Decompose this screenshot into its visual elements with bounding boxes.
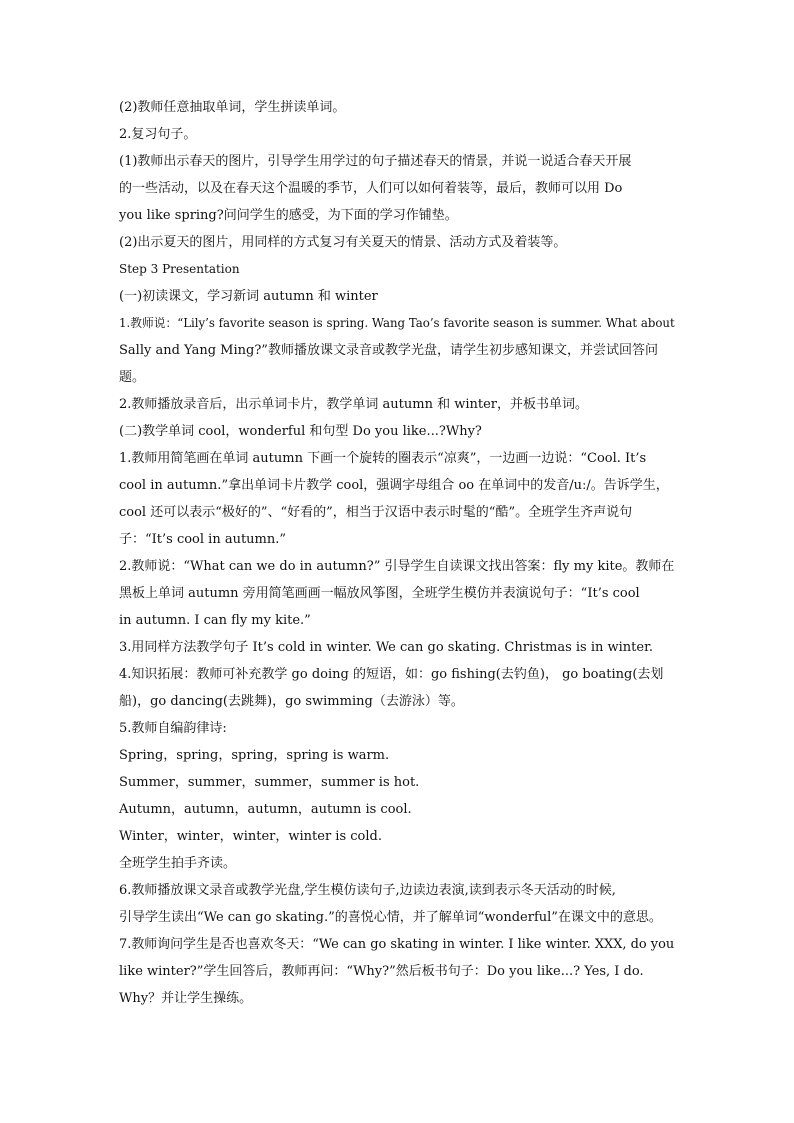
text-line: 2.教师说：“What can we do in autumn?” 引导学生自读课文找出答案：fly my kite。教师在 [119, 559, 675, 574]
document-body [119, 94, 675, 1012]
text-line: 4.知识拓展：教师可补充教学 go doing 的短语，如：go fishing(去钓鱼)， go boating(去划 [119, 667, 664, 682]
text-line: (1)教师出示春天的图片，引导学生用学过的句子描述春天的情景，并说一说适合春天开展 [119, 154, 632, 169]
text-line: 2.教师播放录音后，出示单词卡片，教学单词 autumn 和 winter，并板书单词。 [119, 397, 589, 412]
subsection-heading: (一)初读课文，学习新词 autumn 和 winter [119, 289, 378, 304]
text-line: 船)，go dancing(去跳舞)，go swimming（去游泳）等。 [119, 694, 464, 709]
text-line: 引导学生读出“We can go skating.”的喜悦心情，并了解单词“wonderful”在课文中的意思。 [119, 910, 662, 925]
text-line: 1.教师说：“Lily’s favorite season is spring. Wang Tao’s favorite season is summer. What about [119, 316, 675, 330]
text-line: 1.教师用简笔画在单词 autumn 下画一个旋转的圈表示“凉爽”，一边画一边说：“Cool. It’s [119, 451, 647, 466]
text-line: 2.复习句子。 [119, 127, 197, 142]
text-line: like winter?”学生回答后，教师再问：“Why?”然后板书句子：Do you like...? Yes, I do. [119, 964, 644, 979]
text-line: cool 还可以表示“极好的”、“好看的”，相当于汉语中表示时髦的“酷”。全班学生齐声说句 [119, 505, 633, 520]
poem-line: Summer，summer，summer，summer is hot. [119, 775, 420, 790]
text-line: 7.教师询问学生是否也喜欢冬天：“We can go skating in winter. I like winter. XXX, do you [119, 937, 675, 952]
text-line: 黑板上单词 autumn 旁用简笔画画一幅放风筝图，全班学生模仿并表演说句子：“It’s cool [119, 586, 640, 601]
text-line: you like spring?问问学生的感受，为下面的学习作铺垫。 [119, 208, 458, 223]
text-line: (2)出示夏天的图片，用同样的方式复习有关夏天的情景、活动方式及着装等。 [119, 235, 567, 250]
text-line: 的一些活动，以及在春天这个温暖的季节，人们可以如何着装等，最后，教师可以用 Do [119, 181, 623, 196]
text-line: 子：“It’s cool in autumn.” [119, 532, 287, 547]
text-line: in autumn. I can fly my kite.” [119, 613, 311, 628]
text-line: Sally and Yang Ming?”教师播放课文录音或教学光盘，请学生初步感知课文，并尝试回答问 [119, 343, 658, 358]
text-line: (2)教师任意抽取单词，学生拼读单词。 [119, 100, 346, 115]
text-line: Why？并让学生操练。 [119, 991, 253, 1006]
text-line: 3.用同样方法教学句子 It’s cold in winter. We can go skating. Christmas is in winter. [119, 640, 654, 655]
subsection-heading: (二)教学单词 cool，wonderful 和句型 Do you like...?Why? [119, 424, 482, 439]
text-line: 全班学生拍手齐读。 [119, 856, 237, 871]
text-line: 题。 [119, 370, 146, 385]
text-line: 5.教师自编韵律诗: [119, 721, 227, 736]
text-line: 6.教师播放课文录音或教学光盘,学生模仿读句子,边读边表演,读到表示冬天活动的时候, [119, 883, 616, 898]
poem-line: Spring，spring，spring，spring is warm. [119, 748, 390, 763]
section-heading: Step 3 Presentation [119, 262, 240, 276]
poem-line: Winter，winter，winter，winter is cold. [119, 829, 382, 844]
poem-line: Autumn，autumn，autumn，autumn is cool. [119, 802, 412, 817]
text-line: cool in autumn.”拿出单词卡片教学 cool，强调字母组合 oo 在单词中的发音/uː/。告诉学生， [119, 478, 669, 493]
